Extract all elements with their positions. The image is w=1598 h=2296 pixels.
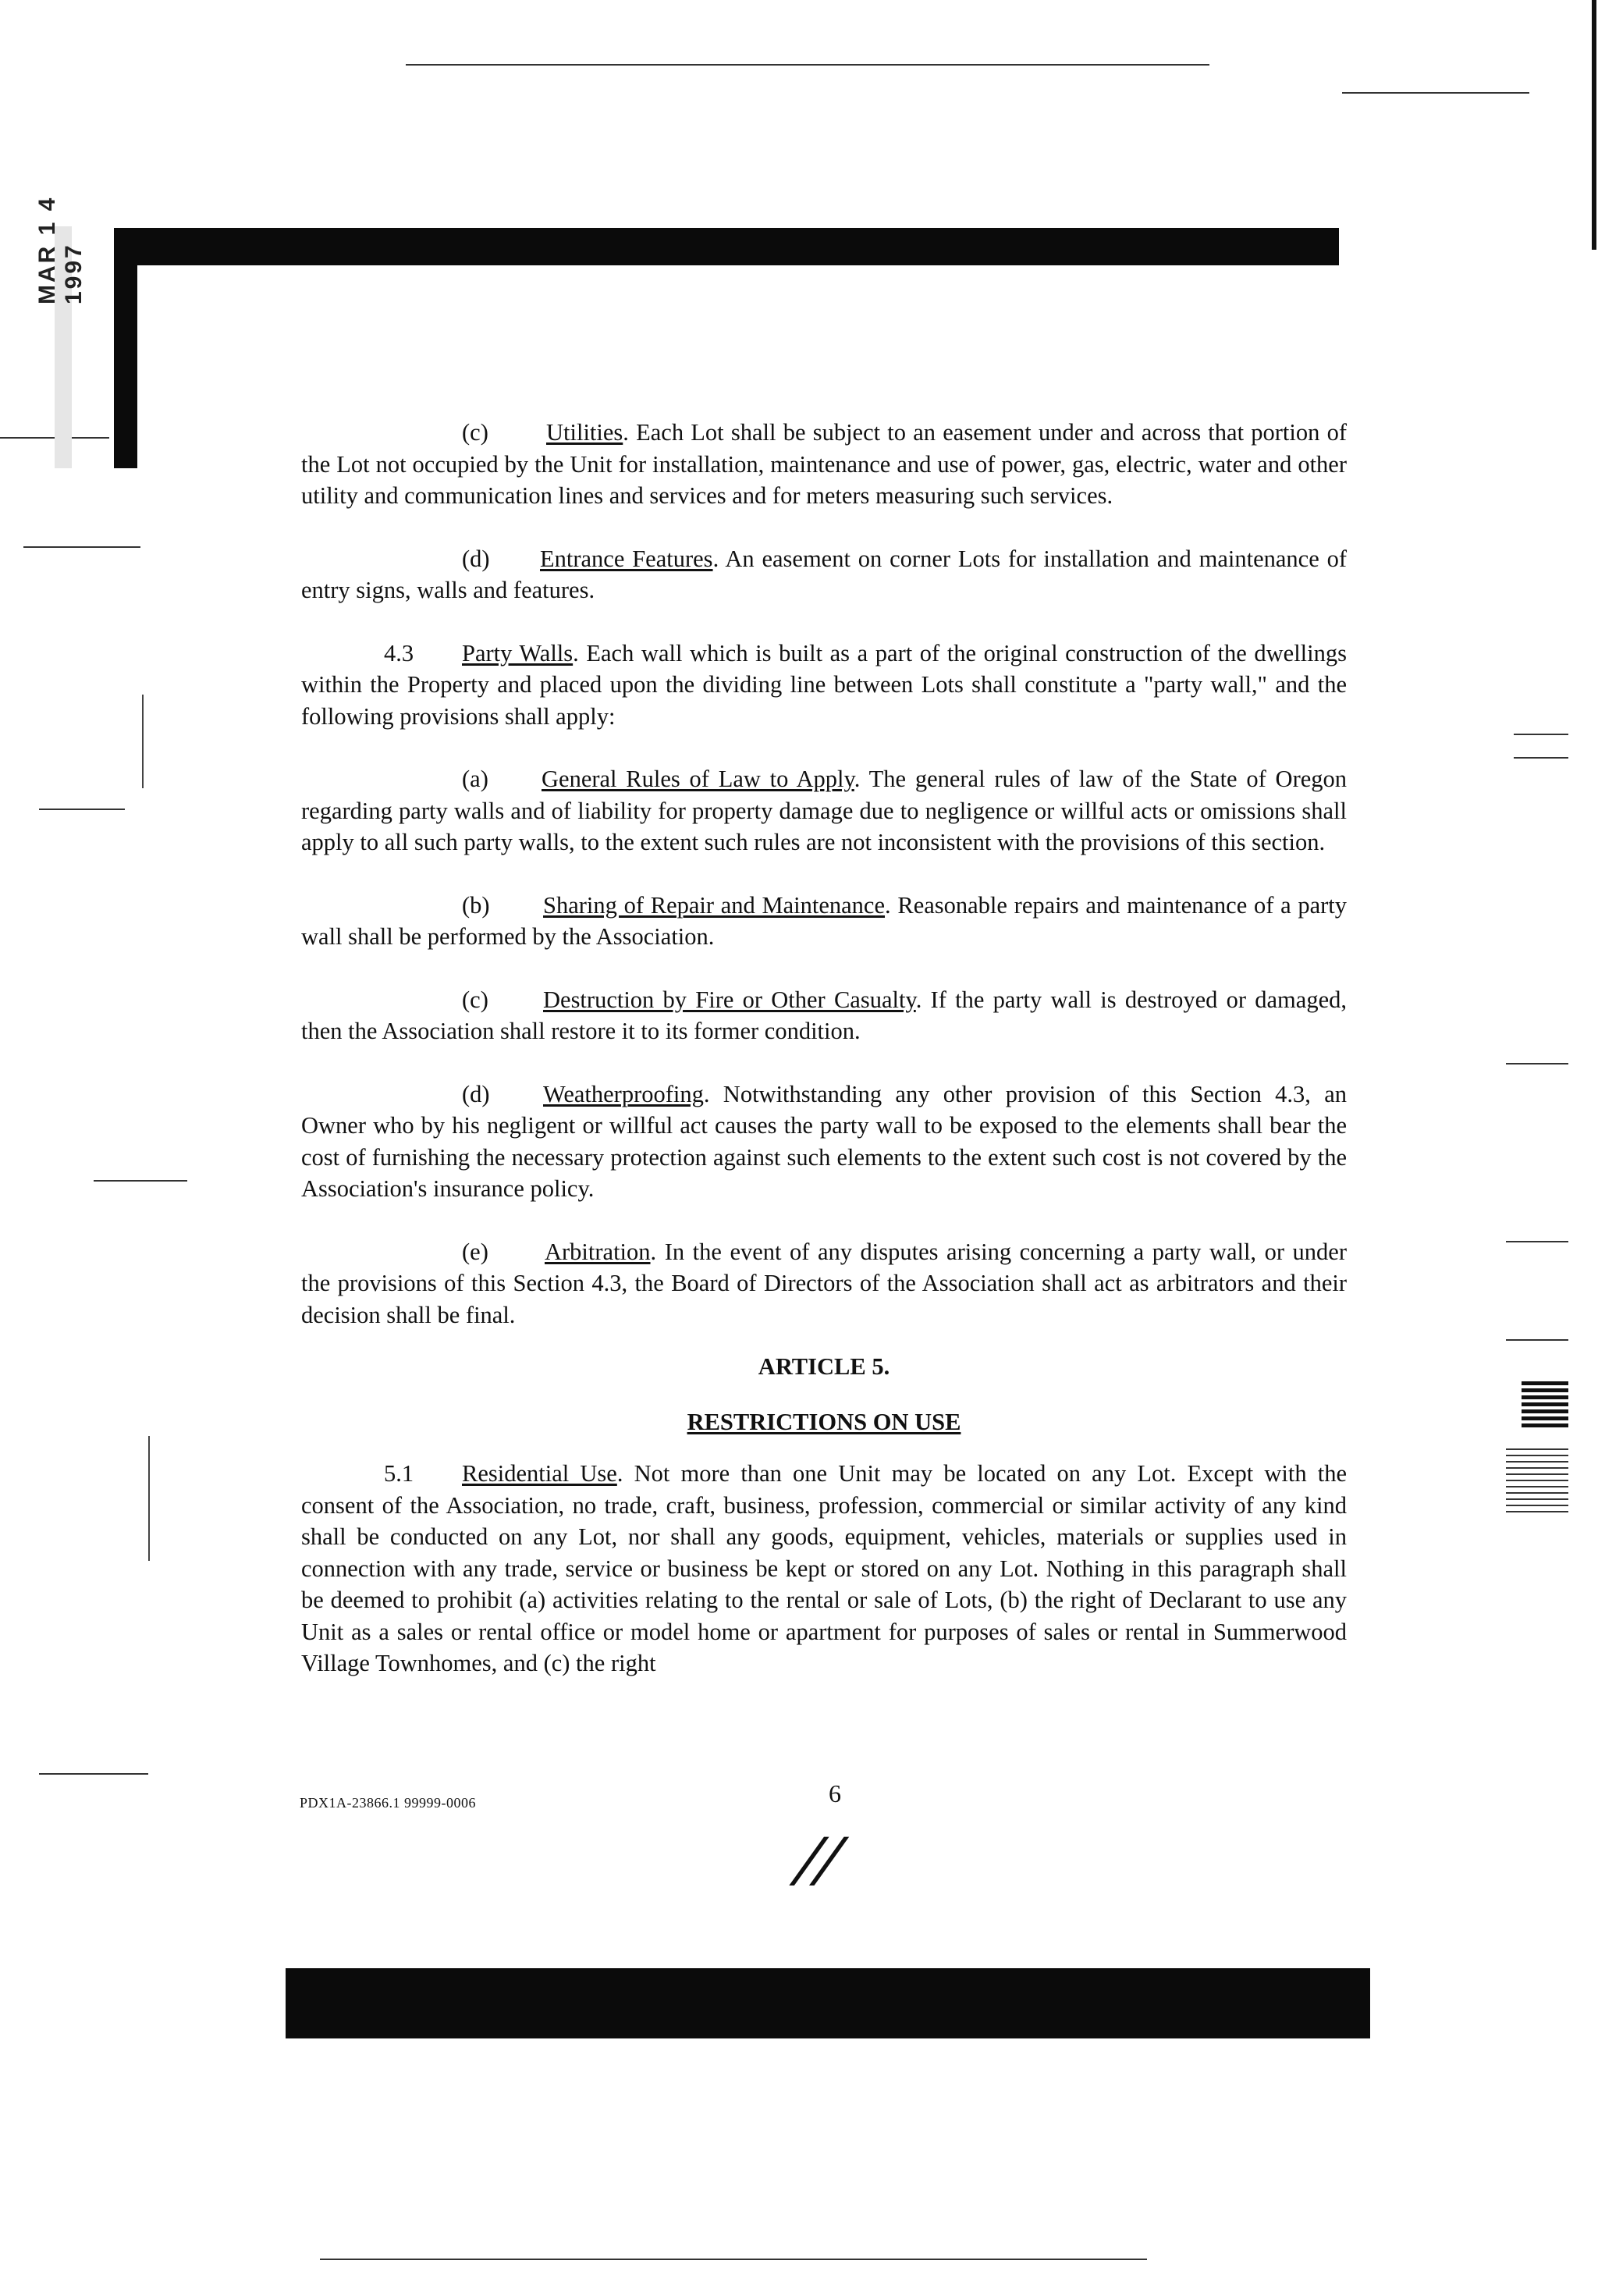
handwritten-mark: // [791, 1825, 847, 1894]
paragraph-label: (e) [462, 1238, 488, 1265]
paragraph-label: (c) [462, 419, 488, 446]
paragraph-sharing-repair [301, 890, 1347, 953]
paragraph-arbitration [301, 1236, 1347, 1331]
paragraph-party-walls [301, 638, 1347, 733]
scan-left-edge [142, 695, 144, 788]
paragraph-text: . The general rules of law of the State of Oregon regarding party walls and of liability for property damage due to negligence or willful acts or omissions shall apply to all such party walls, to the extent such rules are not inconsistent with the provisions of this section. [301, 766, 1348, 855]
margin-mark [39, 1773, 148, 1775]
paragraph-text: . An easement on corner Lots for installation and maintenance of entry signs, walls and features. [301, 545, 1348, 603]
paragraph-text: . Notwithstanding any other provision of this Section 4.3, an Owner who by his negligent or willful act causes the party wall to be exposed to the elements shall bear the cost of furnishing the necessary protection against such elements to the extent such cost is not covered by the Association's insurance policy. [301, 1080, 1347, 1202]
paragraph-destruction [301, 984, 1347, 1047]
paragraph-label: (a) [462, 766, 488, 792]
margin-mark [1506, 1339, 1568, 1341]
document-body [301, 417, 1347, 1711]
scan-top-right-line [1342, 92, 1529, 94]
scan-right-edge [1592, 0, 1596, 250]
paragraph-heading: Sharing of Repair and Maintenance [543, 891, 886, 919]
scan-left-edge-lower [148, 1436, 150, 1561]
paragraph-text: . Each wall which is built as a part of the original construction of the dwellings within the Property and placed upon the dividing line between Lots shall constitute a "party wall," and the following provisions shall apply: [301, 639, 1347, 730]
margin-mark [1514, 734, 1568, 735]
paragraph-text: . Not more than one Unit may be located on any Lot. Except with the consent of the Association, no trade, craft, business, profession, commercial or similar activity of any kind shall be conducted on any Lot, nor shall any goods, equipment, vehicles, materials or supplies used in connection with any trade, service or business be kept or stored on any Lot. Nothing in this paragraph shall be deemed to prohibit (a) activities relating to the rental or sale of Lots, (b) the right of Declarant to use any Unit as a sales or rental office or model home or apartment for purposes of sales or rental in Summerwood Village Townhomes, and (c) the right [301, 1460, 1348, 1676]
article-title: ARTICLE 5. [758, 1353, 890, 1380]
paragraph-heading: Arbitration [545, 1238, 651, 1265]
scan-top-bar [114, 228, 1339, 265]
paragraph-heading: Destruction by Fire or Other Casualty [543, 986, 916, 1013]
stamp-side-bar [114, 258, 137, 468]
scan-top-line [406, 64, 1209, 66]
paragraph-heading: Entrance Features [540, 545, 713, 572]
paragraph-text: . If the party wall is destroyed or damaged, then the Association shall restore it to its former condition. [301, 986, 1347, 1044]
paragraph-utilities [301, 417, 1347, 512]
margin-mark [1506, 1063, 1568, 1064]
paragraph-text: . In the event of any disputes arising concerning a party wall, or under the provisions of this Section 4.3, the Board of Directors of the Association shall act as arbitrators and their decision shall be final. [301, 1238, 1347, 1328]
paragraph-heading: Party Walls [462, 639, 574, 666]
paragraph-text: . Reasonable repairs and maintenance of a party wall shall be performed by the Association. [301, 891, 1347, 950]
margin-mark [23, 546, 140, 548]
margin-mark [1514, 757, 1568, 759]
paragraph-heading: Weatherproofing [543, 1080, 704, 1107]
paragraph-text: . Each Lot shall be subject to an easement under and across that portion of the Lot not occupied by the Unit for installation, maintenance and use of power, gas, electric, water and other utility and communication lines and services and for meters measuring such services. [301, 419, 1347, 509]
paragraph-general-rules [301, 763, 1347, 858]
paragraph-weatherproofing [301, 1079, 1347, 1205]
paragraph-label: (b) [462, 891, 490, 919]
margin-mark [1506, 1241, 1568, 1242]
scan-bottom-bar [286, 1968, 1370, 2038]
paragraph-heading: Residential Use [462, 1460, 617, 1487]
paragraph-heading: General Rules of Law to Apply [542, 766, 854, 792]
section-number: 4.3 [384, 639, 414, 666]
page-number: 6 [829, 1779, 841, 1807]
paragraph-label: (d) [462, 545, 490, 572]
margin-mark [94, 1180, 187, 1182]
paragraph-label: (c) [462, 986, 488, 1013]
paragraph-residential-use [301, 1458, 1347, 1679]
paragraph-entrance-features [301, 543, 1347, 606]
scan-bottom-line [320, 2259, 1147, 2260]
section-number: 5.1 [384, 1460, 414, 1487]
barcode-block [1506, 1444, 1568, 1514]
article-subtitle-text: RESTRICTIONS ON USE [687, 1408, 961, 1435]
margin-mark [39, 809, 125, 810]
barcode-block [1522, 1381, 1568, 1428]
received-date-stamp: MAR 1 4 1997 [34, 195, 87, 304]
document-code: PDX1A-23866.1 99999-0006 [300, 1795, 476, 1811]
article-subtitle [301, 1406, 1347, 1438]
paragraph-label: (d) [462, 1080, 490, 1107]
paragraph-heading: Utilities [546, 419, 623, 446]
